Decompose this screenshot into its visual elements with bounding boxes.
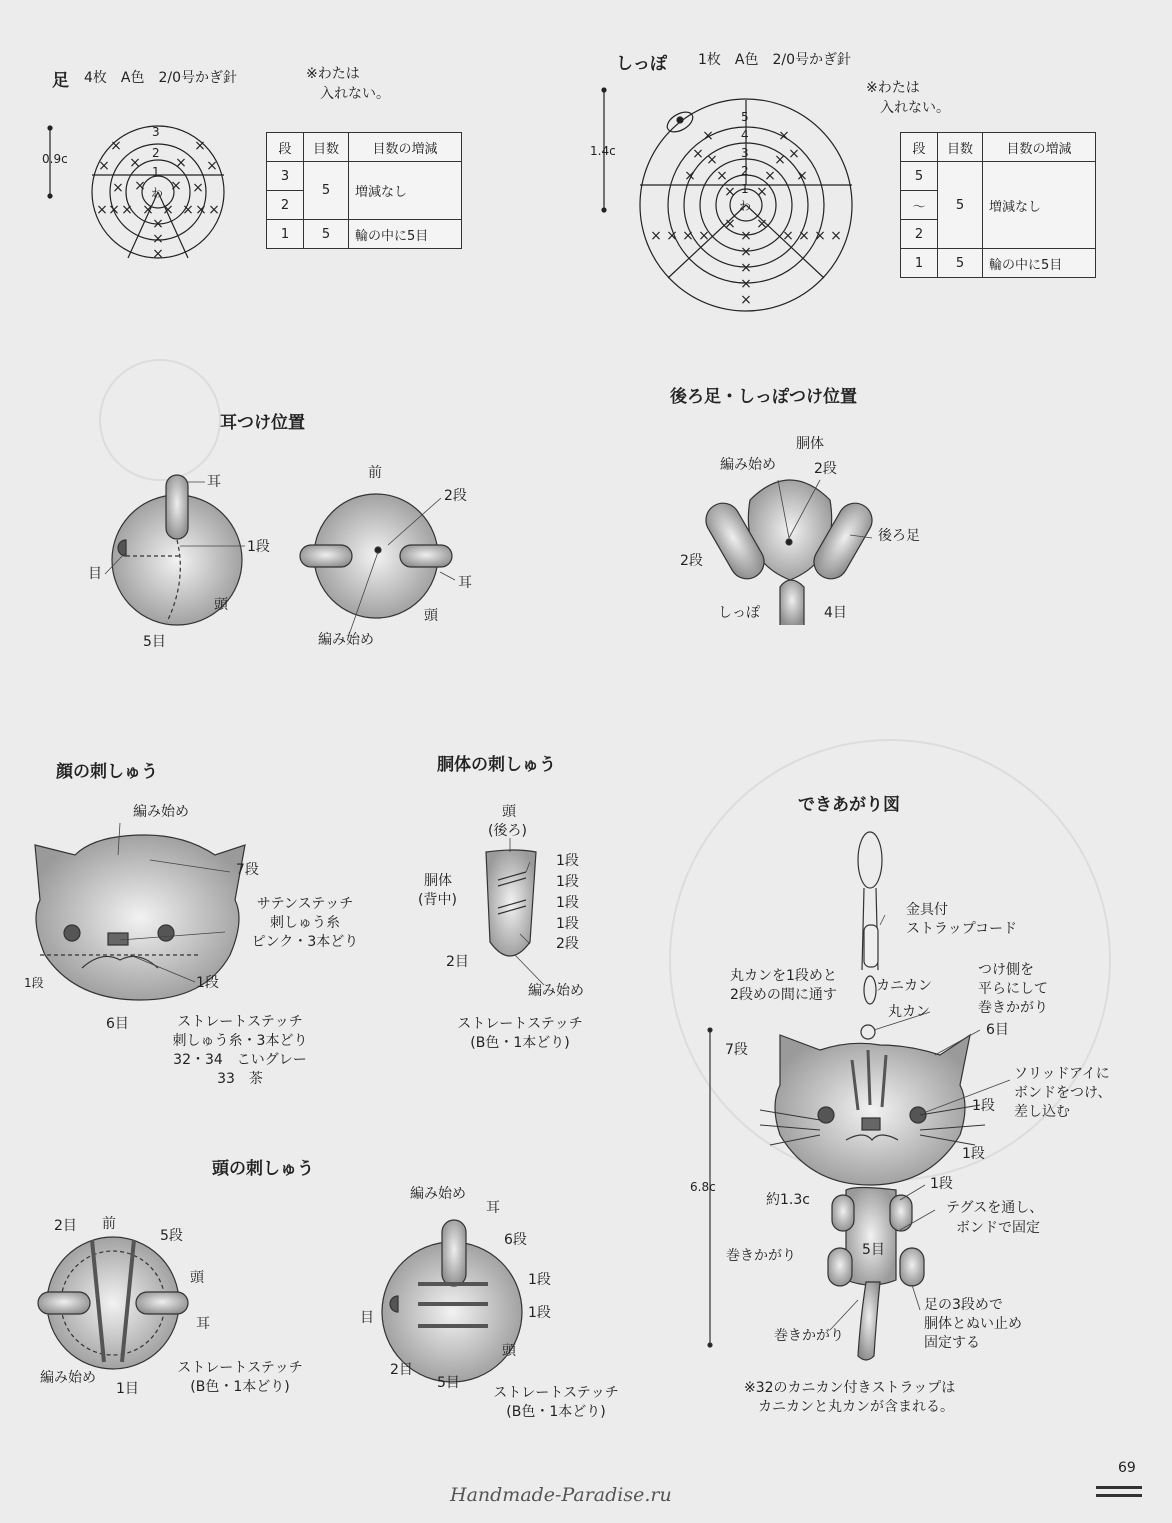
label-row7: 7段 <box>236 862 259 878</box>
label-snap-hook: カニカン <box>876 978 932 994</box>
foot-table <box>266 132 462 249</box>
label-back: (後ろ) <box>488 823 527 839</box>
label-head: 頭 <box>190 1270 204 1286</box>
table-cell: 2 <box>267 191 304 220</box>
svg-text:×: × <box>112 180 124 196</box>
svg-text:×: × <box>756 216 768 232</box>
page-marker <box>1096 1494 1142 1497</box>
tail-chart-label-5: 5 <box>741 110 749 124</box>
label-thread-2: ボンドで固定 <box>956 1220 1040 1236</box>
label-satin-3: ピンク・3本どり <box>251 934 359 950</box>
table-header-cell: 目数 <box>304 133 349 162</box>
label-body: 胴体 <box>424 873 452 889</box>
label-start-2: 編み始め <box>410 1186 466 1202</box>
label-row1-c: 1段 <box>556 895 579 911</box>
label-row7: 7段 <box>725 1042 748 1058</box>
svg-text:×: × <box>756 184 768 200</box>
label-straight-2: 刺しゅう糸・3本どり <box>172 1033 308 1049</box>
tail-note-1: ※わたは <box>866 80 920 96</box>
label-straight-1: ストレートステッチ <box>457 1016 583 1032</box>
table-cell: 3 <box>267 162 304 191</box>
svg-text:×: × <box>195 202 207 218</box>
table-cell: 輪の中に5目 <box>983 249 1096 278</box>
label-ring-2: 2段めの間に通す <box>730 987 837 1003</box>
label-straight-1: ストレートステッチ <box>177 1360 303 1376</box>
label-eye: 目 <box>88 566 102 582</box>
table-cell: 5 <box>938 249 983 278</box>
svg-text:×: × <box>650 228 662 244</box>
table-header-cell: 目数 <box>938 133 983 162</box>
svg-text:×: × <box>108 202 120 218</box>
label-5-stitches: 5目 <box>143 634 166 650</box>
label-row2-b: 2段 <box>680 553 703 569</box>
label-straight-2: (B色・1本どり) <box>190 1379 290 1395</box>
label-eye: 目 <box>360 1310 374 1326</box>
label-row1-c: 1段 <box>930 1176 953 1192</box>
label-hind-leg: 後ろ足 <box>878 528 920 544</box>
label-start: 編み始め <box>720 457 776 473</box>
label-head: 頭 <box>214 597 228 613</box>
label-start: 編み始め <box>133 804 189 820</box>
svg-text:×: × <box>121 202 133 218</box>
label-straight-4: 33 茶 <box>217 1071 263 1087</box>
svg-text:×: × <box>774 152 786 168</box>
svg-text:×: × <box>142 202 154 218</box>
table-cell: 増減なし <box>349 162 462 220</box>
table-row <box>267 162 462 191</box>
svg-text:×: × <box>740 244 752 260</box>
label-eye-1: ソリッドアイに <box>1014 1066 1110 1082</box>
foot-chart-label-2: 2 <box>152 146 160 160</box>
label-2-stitches: 2目 <box>54 1218 77 1234</box>
label-jump-ring: 丸カン <box>888 1004 930 1020</box>
label-height: 6.8c <box>690 1180 716 1194</box>
svg-text:×: × <box>740 292 752 308</box>
label-row1: 1段 <box>247 539 270 555</box>
label-row2: 2段 <box>556 936 579 952</box>
foot-chart-label-1: 1 <box>152 165 160 179</box>
svg-text:×: × <box>740 228 752 244</box>
svg-text:×: × <box>152 216 164 232</box>
svg-text:×: × <box>782 228 794 244</box>
label-4-stitches: 4目 <box>824 605 847 621</box>
tail-dimension: 1.4c <box>590 144 616 158</box>
svg-text:×: × <box>194 138 206 154</box>
svg-text:×: × <box>162 202 174 218</box>
svg-text:×: × <box>814 228 826 244</box>
tail-note-2: 入れない。 <box>880 100 950 116</box>
table-cell: 1 <box>901 249 938 278</box>
label-head-2: 頭 <box>424 608 438 624</box>
label-row1-b: 1段 <box>962 1146 985 1162</box>
svg-text:×: × <box>175 155 187 171</box>
label-thread-1: テグスを通し、 <box>946 1200 1044 1216</box>
table-cell: 増減なし <box>983 162 1096 249</box>
label-ear: 耳 <box>207 474 221 490</box>
label-straight-2: (B色・1本どり) <box>470 1035 570 1051</box>
label-satin-1: サテンステッチ <box>256 896 354 912</box>
tail-table <box>900 132 1096 278</box>
tail-chart-center: わ <box>739 199 752 213</box>
svg-text:×: × <box>698 228 710 244</box>
ear-position-drawing <box>112 475 452 625</box>
table-row <box>901 249 1096 278</box>
label-2-stitches-b: 2目 <box>390 1362 413 1378</box>
foot-chart-center: わ <box>151 186 164 200</box>
label-ear-2: 耳 <box>486 1200 500 1216</box>
svg-text:×: × <box>208 202 220 218</box>
label-satin-2: 刺しゅう糸 <box>270 915 340 931</box>
label-head: 頭 <box>502 804 516 820</box>
svg-text:×: × <box>830 228 842 244</box>
label-wrap-a: 巻きかがり <box>726 1248 796 1264</box>
table-cell: 輪の中に5目 <box>349 220 462 249</box>
label-row1-a: 1段 <box>528 1272 551 1288</box>
svg-text:×: × <box>692 146 704 162</box>
label-5-stitches: 5目 <box>862 1242 885 1258</box>
tail-title: しっぽ <box>616 54 667 74</box>
back-position-title: 後ろ足・しっぽつけ位置 <box>670 387 857 407</box>
label-1-stitch: 1目 <box>116 1381 139 1397</box>
label-eye-3: 差し込む <box>1014 1104 1070 1120</box>
label-row2: 2段 <box>814 461 837 477</box>
svg-text:×: × <box>798 228 810 244</box>
label-straight-1: ストレートステッチ <box>177 1014 303 1030</box>
label-wrap-2: 平らにして <box>978 981 1048 997</box>
svg-text:×: × <box>716 168 728 184</box>
svg-text:×: × <box>740 276 752 292</box>
label-tail: しっぽ <box>718 605 760 621</box>
label-start: 編み始め <box>40 1370 96 1386</box>
foot-spec: 4枚 A色 2/0号かぎ針 <box>84 70 238 86</box>
foot-title: 足 <box>52 71 69 91</box>
label-front: 前 <box>102 1216 116 1232</box>
label-head-2: 頭 <box>502 1343 516 1359</box>
table-row <box>901 162 1096 191</box>
table-header-cell: 段 <box>901 133 938 162</box>
tail-chart-label-4: 4 <box>741 128 749 142</box>
svg-text:×: × <box>666 228 678 244</box>
watermark: Handmade-Paradise.ru <box>450 1484 672 1506</box>
label-6-stitches: 6目 <box>986 1022 1009 1038</box>
note-1: ※32のカニカン付きストラップは <box>744 1380 956 1396</box>
table-cell: 〜 <box>901 191 938 220</box>
svg-text:×: × <box>796 168 808 184</box>
face-embroidery-title: 顔の刺しゅう <box>56 762 158 782</box>
svg-text:×: × <box>110 138 122 154</box>
head-embroidery-drawing-1 <box>38 1237 188 1369</box>
label-row5: 5段 <box>160 1228 183 1244</box>
label-straight-3: ストレートステッチ <box>493 1385 619 1401</box>
svg-text:×: × <box>724 216 736 232</box>
svg-text:×: × <box>98 158 110 174</box>
svg-text:×: × <box>702 128 714 144</box>
head-embroidery-drawing-2 <box>382 1220 522 1382</box>
table-row <box>267 220 462 249</box>
tail-chart-label-3: 3 <box>741 146 749 160</box>
label-row1-a: 1段 <box>24 976 44 990</box>
back-position-drawing <box>700 480 878 625</box>
foot-note-2: 入れない。 <box>320 86 390 102</box>
label-row6: 6段 <box>504 1232 527 1248</box>
label-legs-3: 固定する <box>924 1335 980 1351</box>
foot-chart-label-3: 3 <box>152 125 160 139</box>
label-row1-a: 1段 <box>972 1098 995 1114</box>
table-header-cell: 目数の増減 <box>983 133 1096 162</box>
label-row1-d: 1段 <box>556 916 579 932</box>
label-approx: 約1.3c <box>766 1192 810 1208</box>
label-2-stitches: 2目 <box>446 954 469 970</box>
label-legs-2: 胴体とぬい止め <box>924 1316 1022 1332</box>
svg-text:×: × <box>682 228 694 244</box>
table-cell: 5 <box>304 162 349 220</box>
ear-position-title: 耳つけ位置 <box>220 413 305 433</box>
label-ear: 耳 <box>196 1316 210 1332</box>
svg-text:×: × <box>684 168 696 184</box>
body-embroidery-title: 胴体の刺しゅう <box>437 755 556 775</box>
svg-text:×: × <box>724 184 736 200</box>
svg-text:×: × <box>192 180 204 196</box>
label-row1-b: 1段 <box>196 975 219 991</box>
tail-spec: 1枚 A色 2/0号かぎ針 <box>698 52 852 68</box>
table-cell: 1 <box>267 220 304 249</box>
table-cell: 5 <box>304 220 349 249</box>
page-marker <box>1096 1486 1142 1489</box>
label-ring-1: 丸カンを1段めと <box>730 968 837 984</box>
table-cell: 2 <box>901 220 938 249</box>
label-row1-b: 1段 <box>556 874 579 890</box>
label-start: 編み始め <box>318 632 374 648</box>
label-6-stitches: 6目 <box>106 1016 129 1032</box>
label-ear-2: 耳 <box>458 575 472 591</box>
label-start: 編み始め <box>528 983 584 999</box>
svg-text:×: × <box>740 260 752 276</box>
table-cell: 5 <box>938 162 983 249</box>
label-row1-b: 1段 <box>528 1305 551 1321</box>
svg-text:×: × <box>764 168 776 184</box>
table-cell: 5 <box>901 162 938 191</box>
table-header <box>901 133 1096 162</box>
table-header-cell: 目数の増減 <box>349 133 462 162</box>
svg-text:×: × <box>182 202 194 218</box>
table-header <box>267 133 462 162</box>
tail-chart-label-2: 2 <box>741 164 749 178</box>
head-embroidery-title: 頭の刺しゅう <box>212 1159 314 1179</box>
label-row2: 2段 <box>444 488 467 504</box>
svg-text:×: × <box>96 202 108 218</box>
label-front: 前 <box>368 465 382 481</box>
foot-note-1: ※わたは <box>306 66 360 82</box>
svg-text:×: × <box>152 231 164 247</box>
svg-text:×: × <box>134 178 146 194</box>
page-number: 69 <box>1118 1460 1136 1476</box>
finished-title: できあがり図 <box>798 795 900 815</box>
svg-text:×: × <box>706 152 718 168</box>
label-eye-2: ボンドをつけ、 <box>1014 1085 1112 1101</box>
label-legs-1: 足の3段めで <box>924 1297 1003 1313</box>
svg-text:×: × <box>788 146 800 162</box>
label-straight-4: (B色・1本どり) <box>506 1404 606 1420</box>
table-header-cell: 段 <box>267 133 304 162</box>
label-wrap-3: 巻きかがり <box>978 1000 1048 1016</box>
svg-text:×: × <box>778 128 790 144</box>
label-strap-2: ストラップコード <box>906 921 1018 937</box>
label-straight-3: 32・34 こいグレー <box>173 1052 307 1068</box>
label-5-stitches: 5目 <box>437 1375 460 1391</box>
svg-text:×: × <box>206 158 218 174</box>
svg-text:×: × <box>129 155 141 171</box>
label-row1-a: 1段 <box>556 853 579 869</box>
note-2: カニカンと丸カンが含まれる。 <box>758 1399 954 1415</box>
label-strap-1: 金具付 <box>906 902 948 918</box>
label-spine: (背中) <box>418 892 457 908</box>
tail-chart-label-1: 1 <box>741 182 749 196</box>
foot-dimension: 0.9c <box>42 152 68 166</box>
label-wrap-1: つけ側を <box>978 962 1034 978</box>
label-wrap-b: 巻きかがり <box>774 1328 844 1344</box>
svg-text:×: × <box>170 178 182 194</box>
svg-text:×: × <box>152 246 164 262</box>
label-body: 胴体 <box>796 436 824 452</box>
